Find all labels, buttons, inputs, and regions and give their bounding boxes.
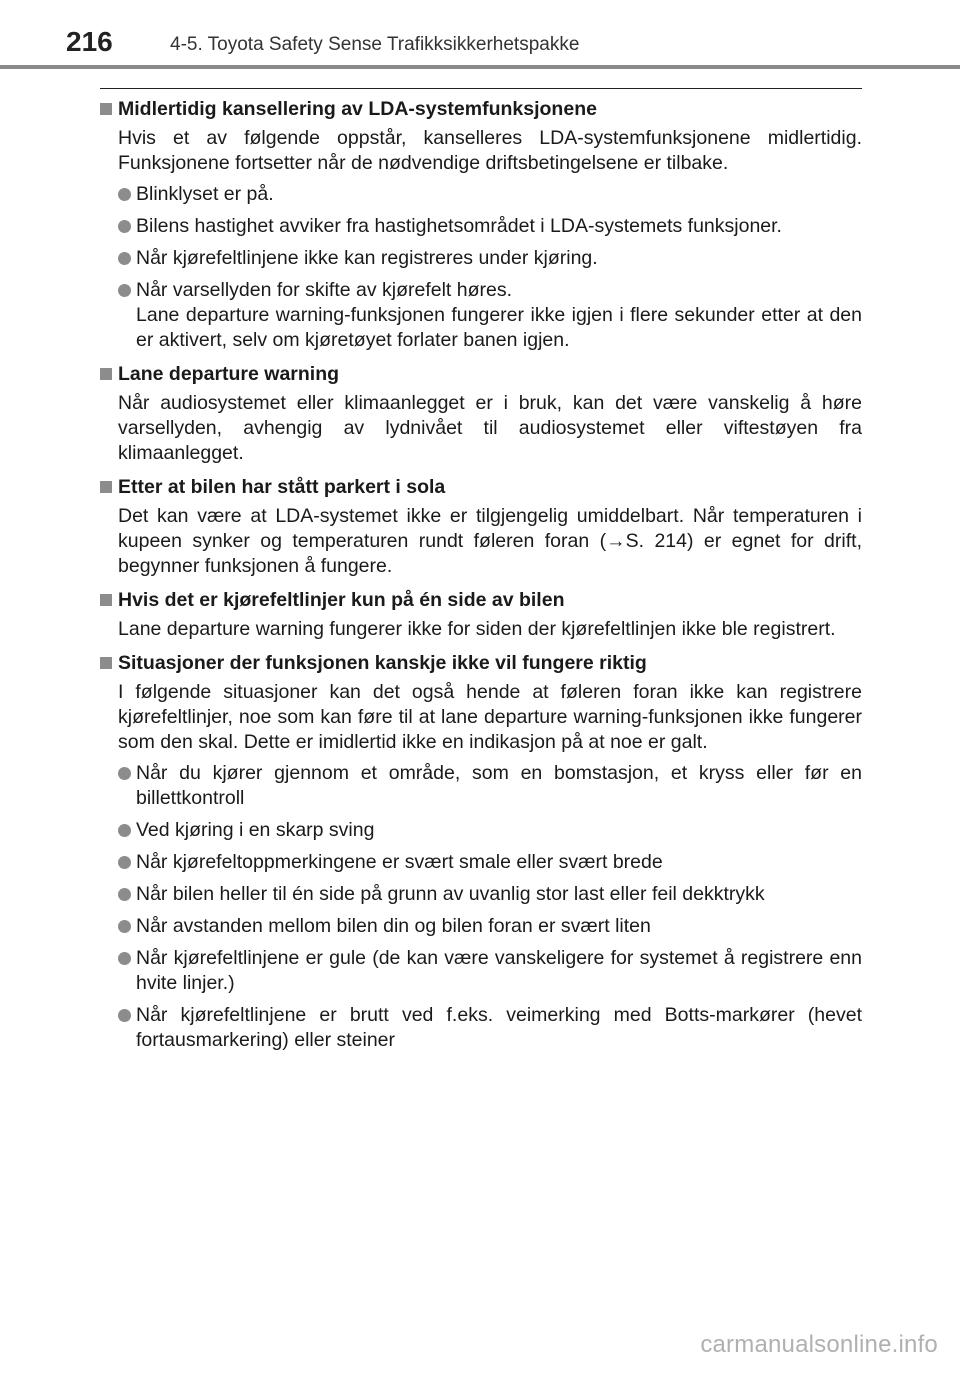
round-bullet-icon [118, 188, 131, 201]
list-item-text: Ved kjøring i en skarp sving [136, 819, 375, 841]
header-rule [0, 65, 960, 69]
section [100, 650, 862, 1053]
list-item [100, 278, 862, 353]
content-top-rule [100, 88, 862, 89]
list-item-text: Når bilen heller til én side på grunn av uvanlig stor last eller feil dekktrykk [136, 883, 765, 905]
list-item [100, 214, 862, 239]
list-item [100, 246, 862, 271]
list-item [100, 182, 862, 207]
list-item-text: Bilens hastighet avviker fra hastighetsområdet i LDA-systemets funksjoner. [136, 215, 782, 237]
round-bullet-icon [118, 888, 131, 901]
section [100, 474, 862, 579]
list-item-text: Når avstanden mellom bilen din og bilen foran er svært liten [136, 915, 651, 937]
section-heading-text: Etter at bilen har stått parkert i sola [118, 476, 446, 498]
page-content [100, 96, 862, 1061]
page-header [0, 0, 960, 70]
section-heading-text: Situasjoner der funksjonen kanskje ikke vil fungere riktig [118, 652, 647, 674]
list-item-text: Blinklyset er på. [136, 183, 274, 205]
section-heading [100, 474, 862, 500]
square-bullet-icon [100, 657, 112, 669]
section-paragraph: I følgende situasjoner kan det også hende at føleren foran ikke kan registrere kjørefeltlinjer, noe som kan føre til at lane departure warning-funksjonen ikke fungerer som den skal. Dette er imidlertid ikke en indikasjon på at noe er galt. [118, 681, 862, 753]
list-item-text: Når kjørefeltlinjene ikke kan registreres under kjøring. [136, 247, 598, 269]
section-paragraph: Lane departure warning fungerer ikke for siden der kjørefeltlinjen ikke ble registrert. [118, 618, 836, 640]
list-item [100, 1003, 862, 1053]
list-item [100, 761, 862, 811]
chapter-title: 4-5. Toyota Safety Sense Trafikksikkerhetspakke [170, 34, 580, 55]
round-bullet-icon [118, 1009, 131, 1022]
list-item [100, 914, 862, 939]
section-heading-text: Midlertidig kansellering av LDA-systemfunksjonene [118, 98, 597, 120]
section-heading [100, 361, 862, 387]
list-item [100, 882, 862, 907]
round-bullet-icon [118, 824, 131, 837]
bullet-list [100, 182, 862, 353]
round-bullet-icon [118, 252, 131, 265]
list-item-text: Når varsellyden for skifte av kjørefelt høres. Lane departure warning-funksjonen fungerer ikke igjen i flere sekunder etter at den er aktivert, selv om kjøretøyet forlater banen igjen. [136, 279, 862, 351]
list-item [100, 850, 862, 875]
list-item-text: Når du kjører gjennom et område, som en bomstasjon, et kryss eller før en billettkontroll [136, 762, 862, 809]
list-item-text: Når kjørefeltlinjene er gule (de kan være vanskeligere for systemet å registrere enn hvite linjer.) [136, 947, 862, 994]
section [100, 361, 862, 466]
round-bullet-icon [118, 856, 131, 869]
list-item [100, 946, 862, 996]
list-item-text: Når kjørefeltoppmerkingene er svært smale eller svært brede [136, 851, 663, 873]
round-bullet-icon [118, 920, 131, 933]
list-item [100, 818, 862, 843]
section-paragraph: Når audiosystemet eller klimaanlegget er i bruk, kan det være vanskelig å høre varsellyden, avhengig av lydnivået til audiosystemet eller viftestøyen fra klimaanlegget. [118, 392, 862, 464]
section-heading [100, 587, 862, 613]
round-bullet-icon [118, 284, 131, 297]
page-number: 216 [66, 26, 113, 57]
section-paragraph: Hvis et av følgende oppstår, kanselleres LDA-systemfunksjonene midlertidig. Funksjonene fortsetter når de nødvendige driftsbetingelsene er tilbake. [118, 127, 862, 174]
section [100, 96, 862, 353]
square-bullet-icon [100, 481, 112, 493]
square-bullet-icon [100, 368, 112, 380]
section-paragraph: Det kan være at LDA-systemet ikke er tilgjengelig umiddelbart. Når temperaturen i kupeen synker og temperaturen rundt føleren foran (→S. 214) er egnet for drift, begynner funksjonen å fungere. [118, 505, 862, 577]
section-heading-text: Lane departure warning [118, 363, 340, 385]
section-heading-text: Hvis det er kjørefeltlinjer kun på én side av bilen [118, 589, 565, 611]
round-bullet-icon [118, 220, 131, 233]
bullet-list [100, 761, 862, 1053]
section [100, 587, 862, 642]
list-item-text: Når kjørefeltlinjene er brutt ved f.eks. veimerking med Botts-markører (hevet fortausmarkering) eller steiner [136, 1004, 862, 1051]
section-heading [100, 650, 862, 676]
square-bullet-icon [100, 594, 112, 606]
round-bullet-icon [118, 767, 131, 780]
round-bullet-icon [118, 952, 131, 965]
section-heading [100, 96, 862, 122]
square-bullet-icon [100, 103, 112, 115]
watermark: carmanualsonline.info [700, 1331, 938, 1358]
